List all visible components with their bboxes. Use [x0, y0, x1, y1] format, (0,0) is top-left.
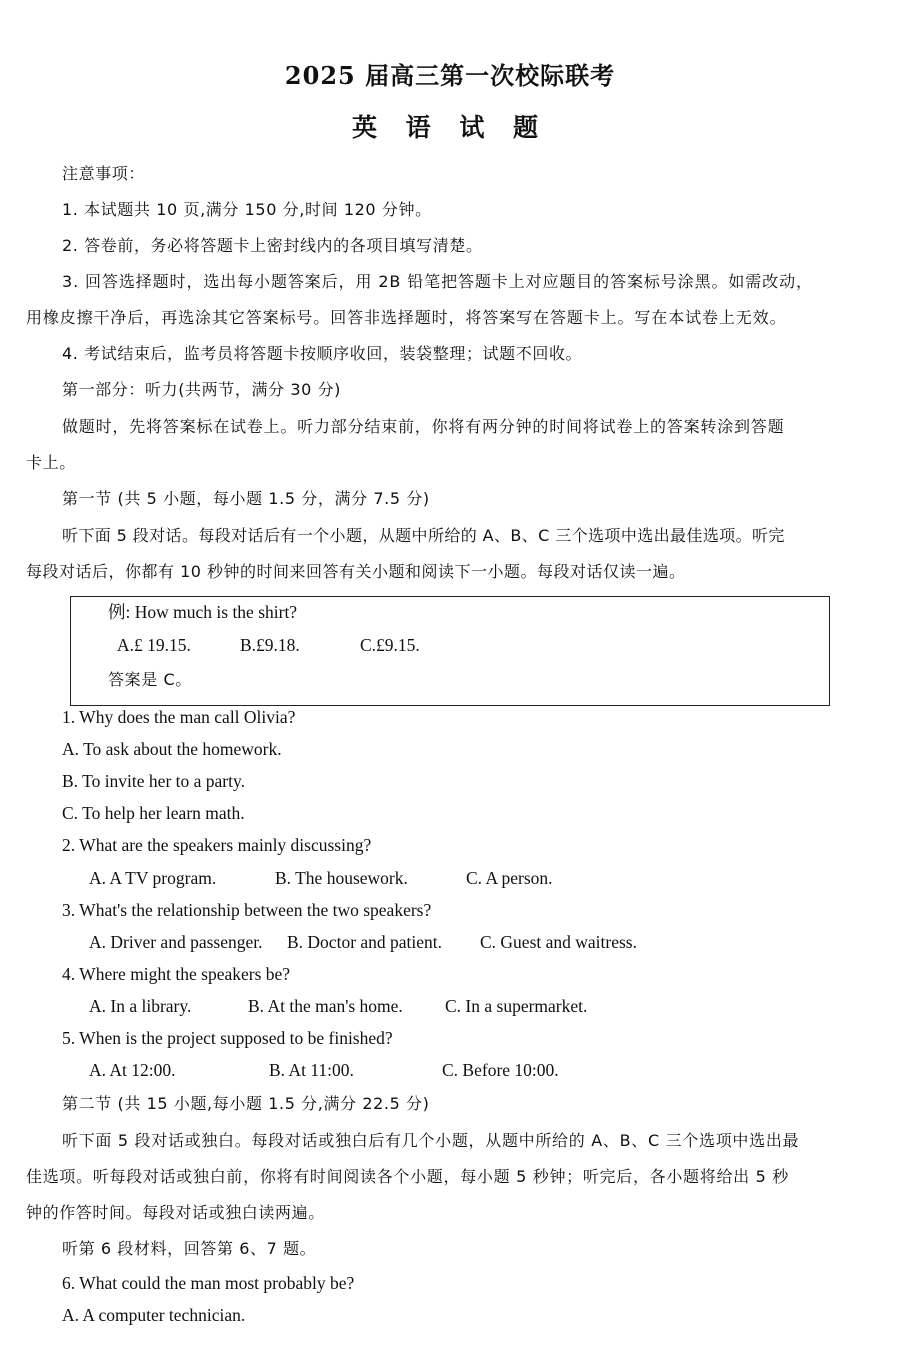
note-item-3-line-1: 3. 回答选择题时，选出每小题答案后，用 2B 铅笔把答题卡上对应题目的答案标号涂黑。如需改动， [62, 272, 813, 291]
question-2-option-c: C. A person. [466, 868, 553, 888]
question-1-option-c: C. To help her learn math. [62, 803, 245, 823]
note-item-3-line-2: 用橡皮擦干净后，再选涂其它答案标号。回答非选择题时，将答案写在答题卡上。写在本试卷上无效。 [26, 308, 787, 327]
question-6: 6. What could the man most probably be? [62, 1273, 355, 1293]
exam-subject: 英 语 试 题 [351, 113, 549, 142]
question-4-option-a: A. In a library. [89, 996, 192, 1016]
question-3-option-c: C. Guest and waitress. [480, 932, 637, 952]
notes-heading: 注意事项： [62, 164, 146, 183]
part1-heading: 第一部分：听力(共两节，满分 30 分) [62, 380, 342, 399]
note-item-4: 4. 考试结束后，监考员将答题卡按顺序收回，装袋整理；试题不回收。 [62, 344, 583, 363]
question-3-option-b: B. Doctor and patient. [287, 932, 443, 952]
question-4: 4. Where might the speakers be? [62, 964, 291, 984]
section2-intro-line-2: 佳选项。听每段对话或独白前，你将有时间阅读各个小题，每小题 5 秒钟；听完后，各小题将给出 5 秒 [26, 1167, 790, 1186]
question-1-option-a: A. To ask about the homework. [62, 739, 282, 759]
question-2-option-b: B. The housework. [275, 868, 408, 888]
note-item-1: 1. 本试题共 10 页,满分 150 分,时间 120 分钟。 [62, 200, 432, 219]
note-item-2: 2. 答卷前，务必将答题卡上密封线内的各项目填写清楚。 [62, 236, 483, 255]
section2-heading: 第二节 (共 15 小题,每小题 1.5 分,满分 22.5 分) [62, 1094, 430, 1113]
part1-intro-line-1: 做题时，先将答案标在试卷上。听力部分结束前，你将有两分钟的时间将试卷上的答案转涂到答题 [62, 417, 785, 436]
exam-title: 2025 届高三第一次校际联考 [284, 61, 616, 90]
section2-intro-line-1: 听下面 5 段对话或独白。每段对话或独白后有几个小题，从题中所给的 A、B、C 三个选项中选出最 [62, 1131, 800, 1150]
question-5-option-c: C. Before 10:00. [442, 1060, 559, 1080]
example-question: 例: How much is the shirt? [108, 602, 298, 622]
question-1-option-b: B. To invite her to a party. [62, 771, 245, 791]
question-5-option-b: B. At 11:00. [269, 1060, 354, 1080]
question-3: 3. What's the relationship between the two speakers? [62, 900, 432, 920]
question-2-option-a: A. A TV program. [89, 868, 217, 888]
question-2: 2. What are the speakers mainly discussing? [62, 835, 372, 855]
material-6-instruction: 听第 6 段材料，回答第 6、7 题。 [62, 1239, 317, 1258]
example-option-c: C.£9.15. [360, 635, 420, 655]
part1-intro-line-2: 卡上。 [26, 453, 76, 472]
question-3-option-a: A. Driver and passenger. [89, 932, 263, 952]
question-6-option-a: A. A computer technician. [62, 1305, 246, 1325]
example-option-b: B.£9.18. [240, 635, 300, 655]
section1-intro-line-2: 每段对话后，你都有 10 秒钟的时间来回答有关小题和阅读下一小题。每段对话仅读一遍。 [26, 562, 686, 581]
question-5-option-a: A. At 12:00. [89, 1060, 176, 1080]
section1-heading: 第一节 (共 5 小题，每小题 1.5 分，满分 7.5 分) [62, 489, 430, 508]
example-option-a: A.£ 19.15. [117, 635, 191, 655]
question-4-option-c: C. In a supermarket. [445, 996, 588, 1016]
section2-intro-line-3: 钟的作答时间。每段对话或独白读两遍。 [26, 1203, 325, 1222]
question-1: 1. Why does the man call Olivia? [62, 707, 296, 727]
question-4-option-b: B. At the man's home. [248, 996, 403, 1016]
question-5: 5. When is the project supposed to be finished? [62, 1028, 393, 1048]
example-answer: 答案是 C。 [108, 670, 192, 689]
section1-intro-line-1: 听下面 5 段对话。每段对话后有一个小题，从题中所给的 A、B、C 三个选项中选出最佳选项。听完 [62, 526, 785, 545]
